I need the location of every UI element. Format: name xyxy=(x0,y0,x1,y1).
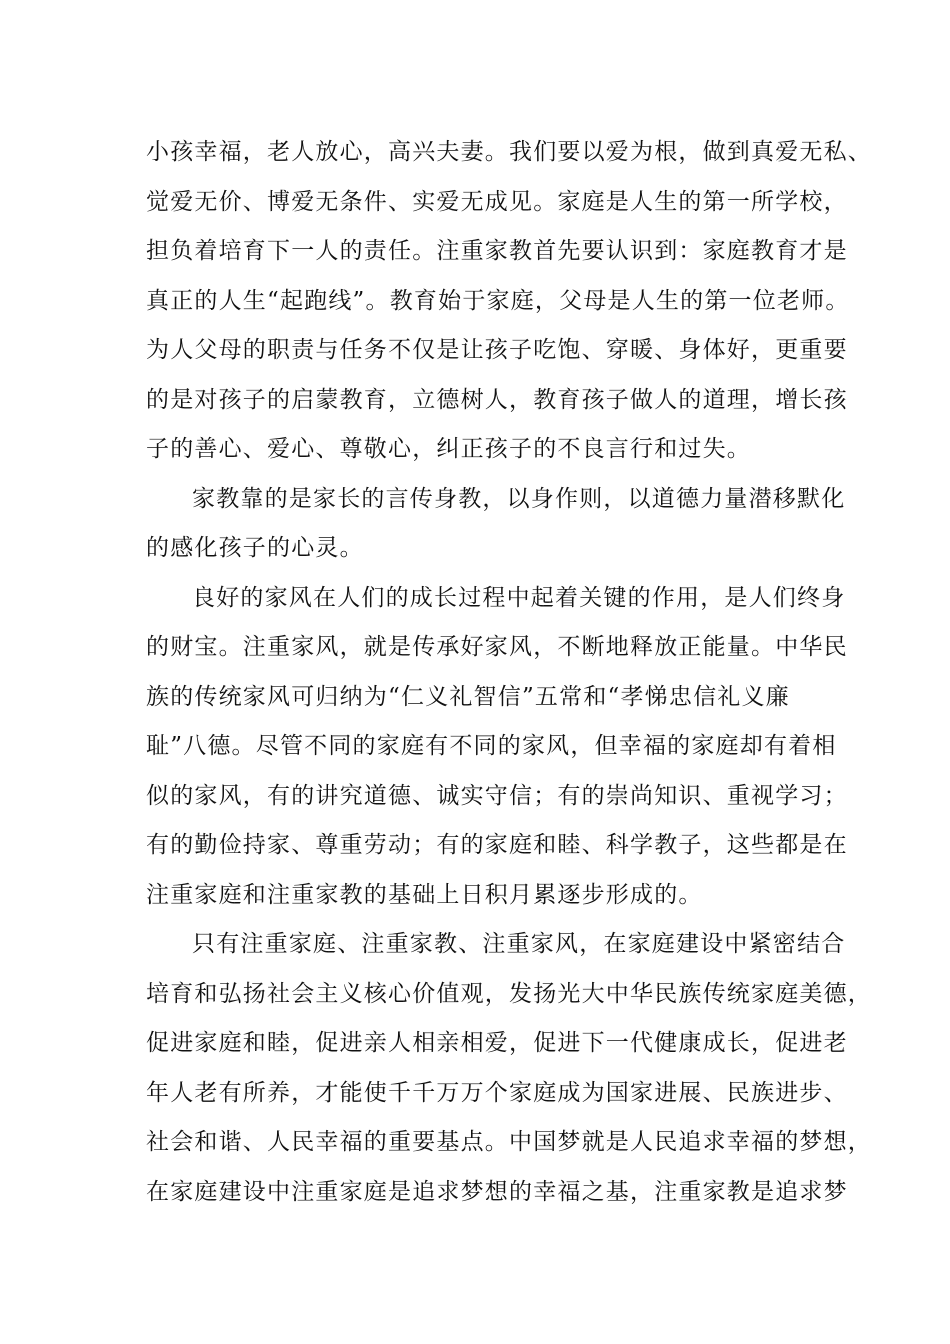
text-line: 促进家庭和睦，促进亲人相亲相爱，促进下一代健康成长，促进老 xyxy=(146,1030,848,1056)
text-line: 小孩幸福，老人放心，高兴夫妻。我们要以爱为根，做到真爱无私、 xyxy=(146,139,872,165)
text-line: 只有注重家庭、注重家教、注重家风，在家庭建设中紧密结合 xyxy=(192,931,846,957)
text-line: 的感化孩子的心灵。 xyxy=(146,535,364,561)
text-line: 族的传统家风可归纳为“仁义礼智信”五常和“孝悌忠信礼义廉 xyxy=(146,683,790,710)
text-line: 担负着培育下一人的责任。注重家教首先要认识到：家庭教育才是 xyxy=(146,238,848,264)
text-line: 耻”八德。尽管不同的家庭有不同的家风，但幸福的家庭却有着相 xyxy=(146,733,837,759)
document-body xyxy=(146,128,872,1217)
text-line: 社会和谐、人民幸福的重要基点。中国梦就是人民追求幸福的梦想， xyxy=(146,1129,872,1155)
text-line: 在家庭建设中注重家庭是追求梦想的幸福之基，注重家教是追求梦 xyxy=(146,1178,848,1205)
text-line: 的是对孩子的启蒙教育，立德树人，教育孩子做人的道理，增长孩 xyxy=(146,386,848,413)
text-line: 真正的人生“起跑线”。教育始于家庭，父母是人生的第一位老师。 xyxy=(146,287,850,314)
text-line: 有的勤俭持家、尊重劳动；有的家庭和睦、科学教子，这些都是在 xyxy=(146,832,848,858)
text-line: 似的家风，有的讲究道德、诚实守信；有的崇尚知识、重视学习； xyxy=(146,782,848,809)
text-line: 为人父母的职责与任务不仅是让孩子吃饱、穿暖、身体好，更重要 xyxy=(146,337,848,363)
text-line: 良好的家风在人们的成长过程中起着关键的作用，是人们终身 xyxy=(192,584,846,611)
text-line: 觉爱无价、博爱无条件、实爱无成见。家庭是人生的第一所学校， xyxy=(146,188,848,215)
text-line: 家教靠的是家长的言传身教，以身作则，以道德力量潜移默化 xyxy=(192,485,846,512)
text-line: 子的善心、爱心、尊敬心，纠正孩子的不良言行和过失。 xyxy=(146,436,751,462)
text-line: 的财宝。注重家风，就是传承好家风，不断地释放正能量。中华民 xyxy=(146,634,848,660)
text-line: 注重家庭和注重家教的基础上日积月累逐步形成的。 xyxy=(146,881,703,908)
text-line: 年人老有所养，才能使千千万万个家庭成为国家进展、民族进步、 xyxy=(146,1079,848,1106)
text-line: 培育和弘扬社会主义核心价值观，发扬光大中华民族传统家庭美德， xyxy=(146,980,872,1007)
